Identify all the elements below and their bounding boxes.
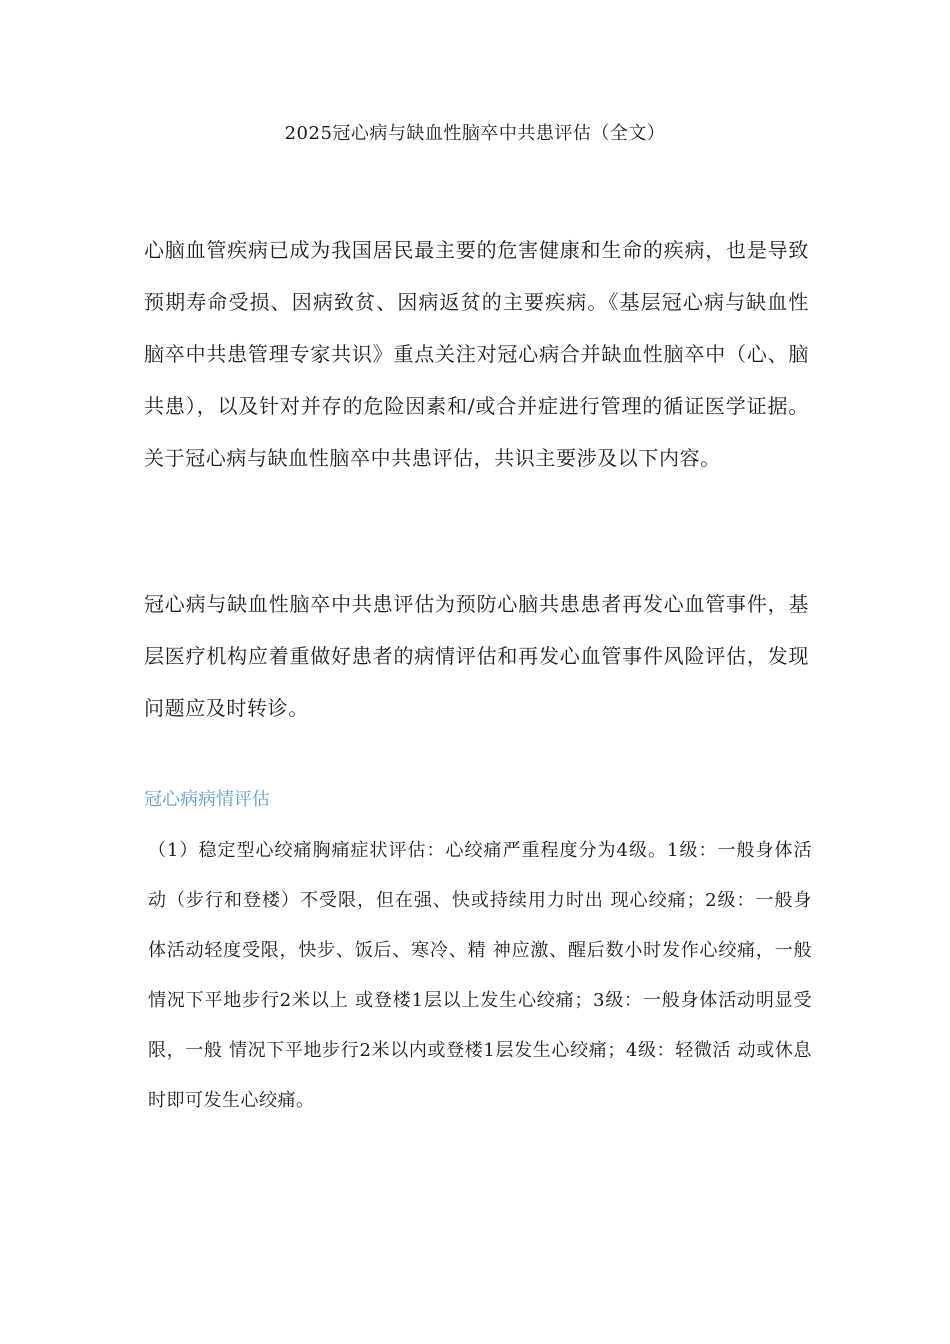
assessment-paragraph: 冠心病与缺血性脑卒中共患评估为预防心脑共患患者再发心血管事件，基层医疗机构应着重做好患者的病情评估和再发心血管事件风险评估，发现问题应及时转诊。 [144,592,809,720]
angina-grading-paragraph: （1）稳定型心绞痛胸痛症状评估：心绞痛严重程度分为4级。1级：一般身体活动（步行和登楼）不受限，但在强、快或持续用力时出 现心绞痛；2级：一般身体活动轻度受限，快步、饭后、寒冷、精 神应激、醒后数小时发作心绞痛，一般情况下平地步行2米以上 或登楼1层以上发生心绞痛；3级：一般身体活动明显受限，一般 情况下平地步行2米以内或登楼1层发生心绞痛；4级：轻微活 动或休息时即可发生心绞痛。 [148,840,812,1111]
section-heading: 冠心病病情评估 [144,789,270,810]
document-title: 2025冠心病与缺血性脑卒中共患评估（全文） [284,123,666,144]
intro-paragraph: 心脑血管疾病已成为我国居民最主要的危害健康和生命的疾病，也是导致预期寿命受损、因病致贫、因病返贫的主要疾病。《基层冠心病与缺血性脑卒中共患管理专家共识》重点关注对冠心病合并缺血性脑卒中（心、脑共患），以及针对并存的危险因素和/或合并症进行管理的循证医学证据。关于冠心病与缺血性脑卒中共患评估，共识主要涉及以下内容。 [144,238,809,470]
